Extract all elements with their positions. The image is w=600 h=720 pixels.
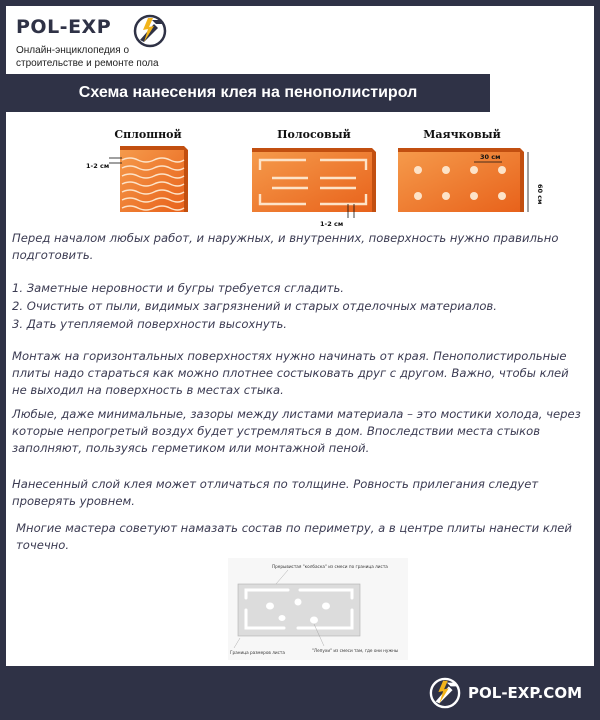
list-item: 2. Очистить от пыли, видимых загрязнений и старых отделочных материалов. <box>12 299 497 313</box>
footer-logo[interactable] <box>428 676 582 710</box>
cold-bridges-paragraph: Любые, даже минимальные, зазоры между листами материала – это мостики холода, через которые непрогретый воздух будет устремляться в дом. Впоследствии места стыков заполняют, пользуясь герметиком или монтажной пеной. <box>12 407 581 455</box>
list-item: 1. Заметные неровности и бугры требуется сгладить. <box>12 281 344 295</box>
brand-name: POL-EXP <box>16 16 112 38</box>
scheme-dot-dim-h: 30 см <box>480 153 501 161</box>
glue-schemes-diagram <box>76 118 546 228</box>
list-item: 3. Дать утепляемой поверхности высохнуть. <box>12 317 287 331</box>
perimeter-label-left: Граница размеров листа <box>230 650 285 655</box>
perimeter-label-top: Прерывистая "колбаска" из смеси по граница листа <box>272 564 388 569</box>
thickness-paragraph: Нанесенный слой клея может отличаться по толщине. Ровность прилегания следует проверять уровнем. <box>12 477 539 508</box>
scheme-dot-label: Маячковый <box>423 128 501 141</box>
scheme-solid-label: Сплошной <box>114 128 182 141</box>
content-card <box>6 6 594 666</box>
brand-logo[interactable] <box>16 14 176 74</box>
scheme-strip-dim: 1-2 см <box>320 220 344 228</box>
perimeter-paragraph: Многие мастера советуют намазать состав по периметру, а в центре плиты нанести клей точечно. <box>16 521 572 552</box>
page-title: Схема нанесения клея на пенополистирол <box>6 74 490 112</box>
footer-domain: POL-EXP.COM <box>468 684 582 702</box>
perimeter-glue-diagram <box>228 558 408 660</box>
tools-logo-icon <box>132 14 168 48</box>
scheme-strip-label: Полосовый <box>277 128 351 141</box>
footer <box>0 666 600 720</box>
scheme-solid-dim: 1-2 см <box>86 162 110 170</box>
tools-logo-icon <box>428 677 462 709</box>
perimeter-label-right: "Лепухи" из смеси там, где они нужны <box>312 648 399 653</box>
intro-paragraph: Перед началом любых работ, и наружных, и внутренних, поверхность нужно правильно подготовить. <box>12 231 559 262</box>
mounting-paragraph: Монтаж на горизонтальных поверхностях нужно начинать от края. Пенополистирольные плиты надо стараться как можно плотнее состыковать друг с другом. Важно, чтобы клей не выходил на поверхность в местах стыка. <box>12 349 569 397</box>
brand-tagline: Онлайн-энциклопедия о строительстве и ремонте пола <box>16 45 159 69</box>
scheme-dot-dim-v: 60 см <box>536 184 544 205</box>
